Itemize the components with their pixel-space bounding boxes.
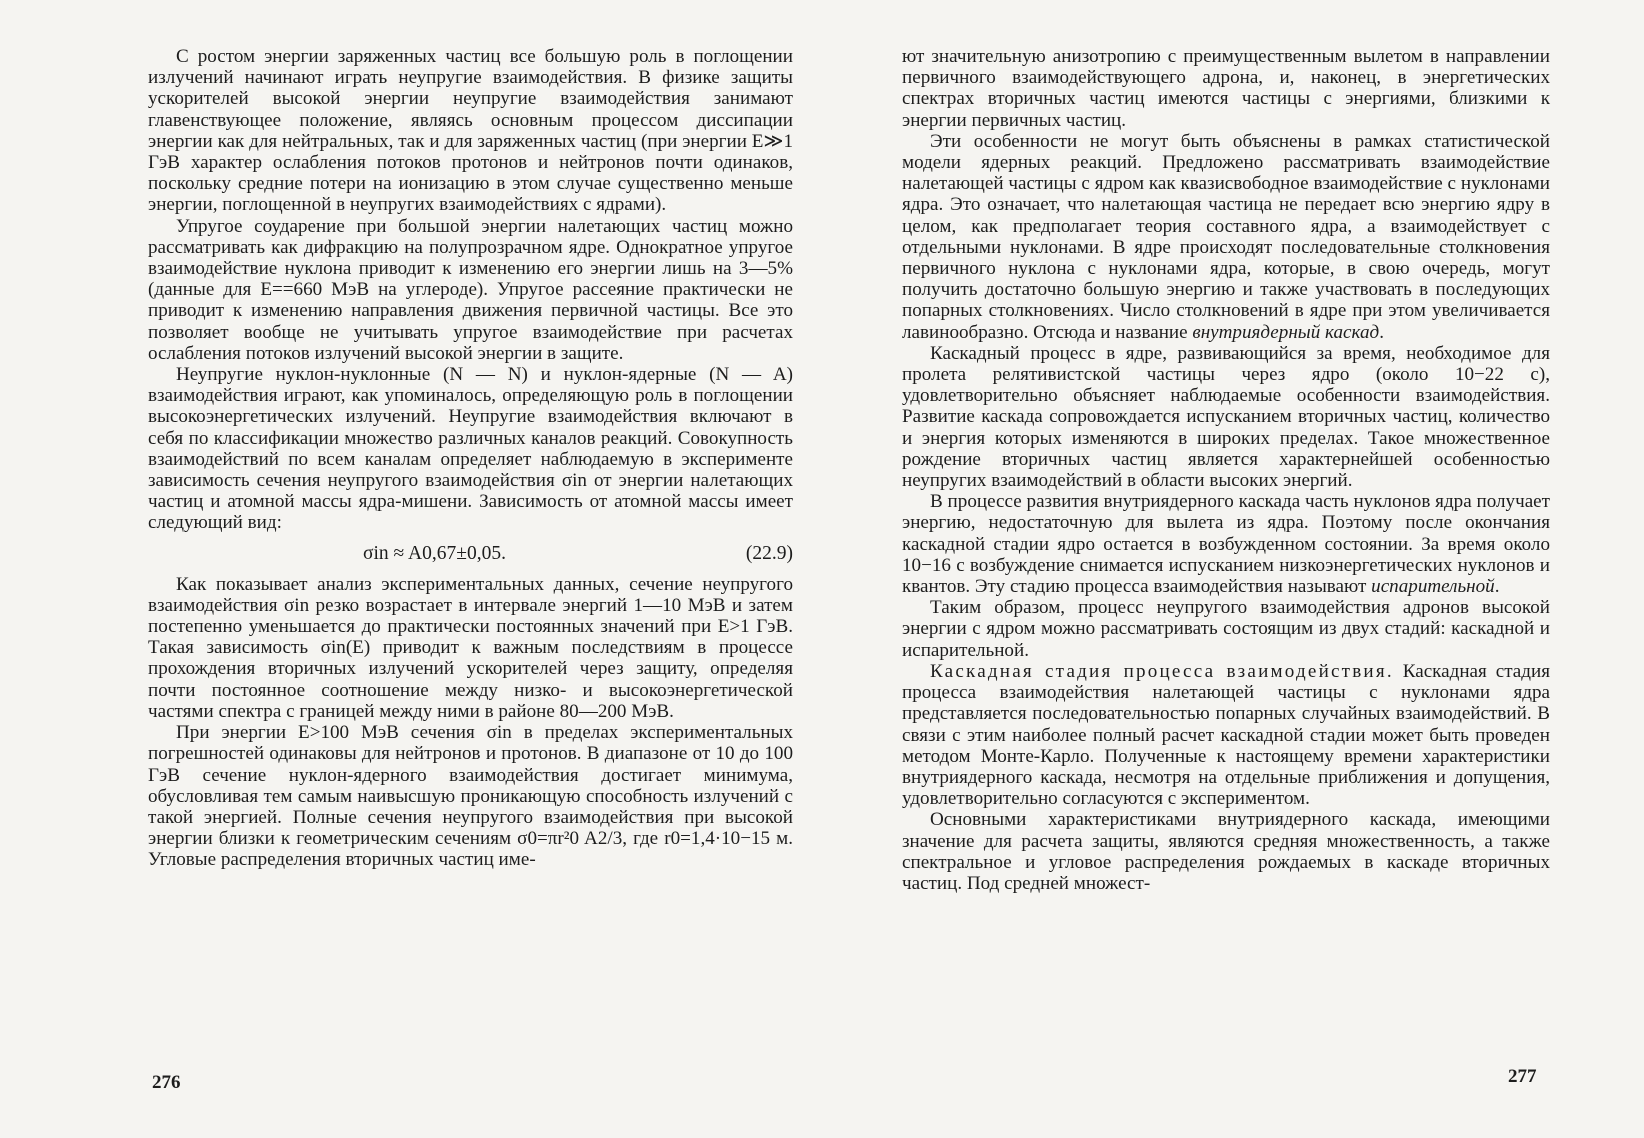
paragraph-2: Упругое соударение при большой энергии налетающих частиц можно рассматривать как дифракцию на полупрозрачном ядре. Однократное упругое взаимодействие нуклона приводит к изменению его энергии лишь на 3—5% (данные для E=⁠=660 МэВ на углероде). Упругое рассеяние практически не приводит к изменению направления движения первичной частицы. Все это позволяет вообще не учитывать упругое взаимодействие при расчетах ослабления потоков излучений высокой энергии в защите. <box>148 215 793 364</box>
paragraph-4 <box>902 491 1550 597</box>
paragraph-5: При энергии E>100 МэВ сечения σin в пределах экспериментальных погрешностей одинаковы для нейтронов и протонов. В диапазоне от 10 до 100 ГэВ сечение нуклон-ядерного взаимодействия достигает минимума, обусловливая тем самым наивысшую проникающую способность излучений с такой энергией. Полные сечения неупругого взаимодействия при высокой энергии близки к геометрическим сечениям σ0=πr²0 A2/3, где r0=1,4·10−15 м. Угловые распределения вторичных частиц име- <box>148 722 793 871</box>
term-evaporative: испарительной <box>1371 576 1495 598</box>
paragraph-3: Неупругие нуклон-нуклонные (N — N) и нуклон-ядерные (N — A) взаимодействия играют, как упоминалось, определяющую роль в поглощении высокоэнергетических излучений. Неупругие взаимодействия включают в себя по классификации множество различных каналов реакций. Совокупность взаимодействий по всем каналам определяет наблюдаемую в эксперименте зависимость сечения неупругого взаимодействия σin от энергии налетающих частиц и атомной массы ядра-мишени. Зависимость от атомной массы имеет следующий вид: <box>148 364 793 534</box>
paragraph-1: С ростом энергии заряженных частиц все большую роль в поглощении излучений начинают играть неупругие взаимодействия. В физике защиты ускорителей высокой энергии неупругие взаимодействия занимают главенствующее положение, являясь основным процессом диссипации энергии как для нейтральных, так и для заряженных частиц (при энергии E≫1 ГэВ характер ослабления потоков протонов и нейтронов почти одинаков, поскольку средние потери на ионизацию в этом случае существенно меньше энергии, поглощенной в неупругих взаимодействиях с ядрами). <box>148 46 793 216</box>
left-page <box>148 46 793 871</box>
paragraph-4-text: В процессе развития внутриядерного каскада часть нуклонов ядра получает энергию, недостаточную для вылета из ядра. Поэтому после окончания каскадной стадии ядро остается в возбужденном состоянии. За время около 10−16 с возбуждение снимается испусканием низкоэнергетических нуклонов и квантов. Эту стадию процесса взаимодействия называют <box>902 491 1550 598</box>
term-intranuclear-cascade: внутриядерный каскад <box>1192 321 1380 343</box>
paragraph-2-end: . <box>1379 321 1384 343</box>
paragraph-1: ют значительную анизотропию с преимущественным вылетом в направлении первичного взаимодействующего адрона, и, наконец, в энергетических спектрах вторичных частиц имеются частицы с энергиями, близкими к энергии первичных частиц. <box>902 46 1550 131</box>
formula-22-9 <box>148 534 793 574</box>
paragraph-2-text: Эти особенности не могут быть объяснены в рамках статистической модели ядерных реакций. Предложено рассматривать взаимодействие налетающей частицы с ядром как квазисвободное взаимодействие с нуклонами ядра. Это означает, что налетающая частица не передает всю энергию ядру в целом, как предполагает теория составного ядра, а взаимодействует с отдельными нуклонами. В ядре происходят последовательные столкновения первичного нуклона с нуклонами ядра, которые, в свою очередь, могут получить достаточно большую энергию и также участвовать в последующих попарных столкновениях. Число столкновений в ядре при этом увеличивается лавинообразно. Отсюда и название <box>902 130 1550 343</box>
paragraph-3: Каскадный процесс в ядре, развивающийся за время, необходимое для пролета релятивистской частицы через ядро (около 10−22 с), удовлетворительно объясняет наблюдаемые особенности взаимодействия. Развитие каскада сопровождается испусканием вторичных частиц, количество и энергия которых изменяются в широких пределах. Такое множественное рождение вторичных частиц является характернейшей особенностью неупругих взаимодействий в области высоких энергий. <box>902 342 1550 492</box>
page-number-right: 277 <box>1508 1066 1537 1087</box>
paragraph-7: Основными характеристиками внутриядерного каскада, имеющими значение для расчета защиты, являются средняя множественность, а также спектральное и угловое распределения рождаемых в каскаде вторичных частиц. Под средней множест- <box>902 809 1550 894</box>
paragraph-2 <box>902 131 1550 343</box>
paragraph-5: Таким образом, процесс неупругого взаимодействия адронов высокой энергии с ядром можно рассматривать состоящим из двух стадий: каскадной и испарительной. <box>902 597 1550 661</box>
page-number-left: 276 <box>152 1072 181 1093</box>
paragraph-6-text: Каскадная стадия процесса взаимодействия налетающей частицы с нуклонами ядра представляется последовательностью попарных случайных взаимодействий. В связи с этим наиболее полный расчет каскадной стадии может быть проведен методом Монте-Карло. Полученные к настоящему времени характеристики внутриядерного каскада, несмотря на отдельные приближения и допущения, удовлетворительно согласуются с экспериментом. <box>902 660 1550 810</box>
section-heading-cascade-stage: Каскадная стадия процесса взаимодействия. <box>930 660 1394 682</box>
paragraph-6 <box>902 661 1550 809</box>
right-page <box>902 46 1550 894</box>
paragraph-4: Как показывает анализ экспериментальных данных, сечение неупругого взаимодействия σin резко возрастает в интервале энергий 1—10 МэВ и затем постепенно уменьшается до практически постоянных значений при E>1 ГэВ. Такая зависимость σin(E) приводит к важным последствиям в процессе прохождения вторичных излучений ускорителей через защиту, определяя почти постоянное соотношение между низко- и высокоэнергетической частями спектра с границей между ними в районе 80—200 МэВ. <box>148 573 793 722</box>
paragraph-4-end: . <box>1494 576 1500 598</box>
formula-number: (22.9) <box>745 542 793 564</box>
formula-expression: σin ≈ A0,67±0,05. <box>363 542 506 564</box>
